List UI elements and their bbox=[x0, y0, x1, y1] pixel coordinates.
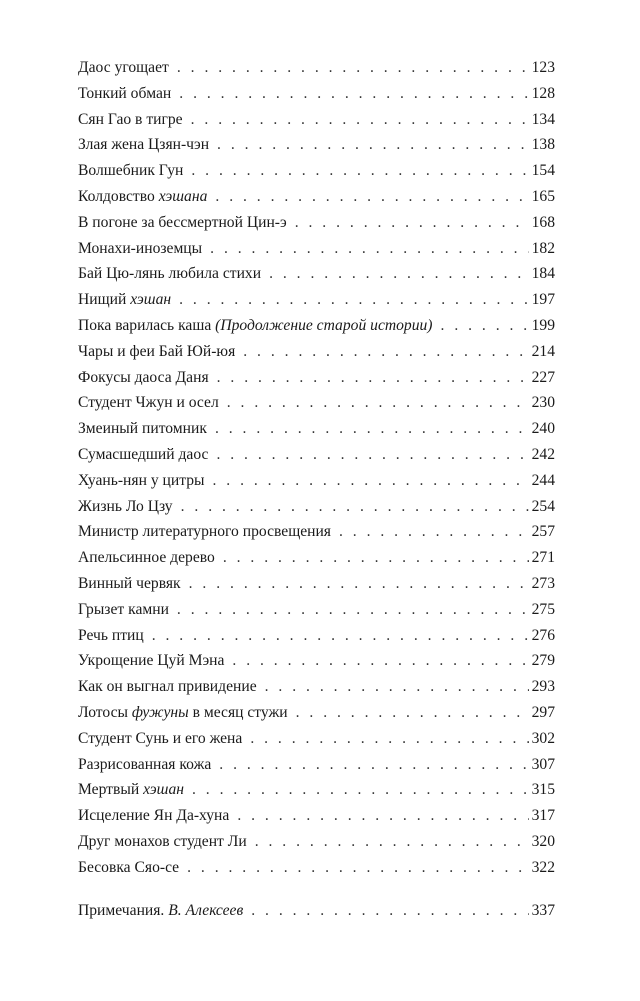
entry-title-italic-part: (Продолжение старой истории) bbox=[215, 316, 433, 334]
entry-title-part: Сян Гао в тигре bbox=[78, 110, 183, 128]
entry-title-part: Тонкий обман bbox=[78, 84, 172, 102]
entry-title-part: Исцеление Ян Да-хуна bbox=[78, 807, 230, 825]
entry-title-part: Жизнь Ло Цзу bbox=[78, 497, 173, 515]
entry-title bbox=[78, 365, 209, 391]
entry-title-part: Как он выгнал привидение bbox=[78, 678, 257, 696]
dot-leader bbox=[179, 81, 528, 107]
dot-leader bbox=[179, 287, 529, 313]
entry-title-part: Студент Чжун и осел bbox=[78, 394, 219, 412]
toc-entry bbox=[78, 468, 555, 494]
entry-title bbox=[78, 494, 173, 520]
dot-leader bbox=[217, 365, 529, 391]
entry-title-part: Колдовство bbox=[78, 187, 159, 205]
dot-leader bbox=[191, 158, 528, 184]
dot-leader bbox=[177, 55, 529, 81]
toc-entry bbox=[78, 829, 555, 855]
dot-leader bbox=[215, 416, 529, 442]
entry-title-part: Бай Цю-лянь любила стихи bbox=[78, 265, 262, 283]
toc-entry bbox=[78, 132, 555, 158]
page-number: 128 bbox=[531, 84, 555, 102]
page-number: 254 bbox=[531, 497, 555, 515]
dot-leader bbox=[251, 898, 528, 924]
page-number: 273 bbox=[531, 574, 555, 592]
dot-leader bbox=[152, 623, 529, 649]
entry-title-part: Студент Сунь и его жена bbox=[78, 729, 243, 747]
page-number: 134 bbox=[531, 110, 555, 128]
toc-entry bbox=[78, 339, 555, 365]
dot-leader bbox=[243, 339, 528, 365]
entry-title-part: Фокусы даоса Даня bbox=[78, 368, 209, 386]
toc-entry bbox=[78, 416, 555, 442]
entry-title bbox=[78, 648, 224, 674]
dot-leader bbox=[177, 597, 529, 623]
entry-title bbox=[78, 777, 184, 803]
page-number: 154 bbox=[531, 162, 555, 180]
entry-title bbox=[78, 545, 215, 571]
page-number: 293 bbox=[531, 678, 555, 696]
toc-entry bbox=[78, 803, 555, 829]
entry-title-part: Даос угощает bbox=[78, 59, 169, 76]
entry-title bbox=[78, 571, 181, 597]
entry-title bbox=[78, 287, 171, 313]
dot-leader bbox=[255, 829, 529, 855]
dot-leader bbox=[223, 545, 529, 571]
dot-leader bbox=[339, 519, 529, 545]
page-number: 271 bbox=[531, 549, 555, 567]
entry-title bbox=[78, 184, 207, 210]
toc-entry bbox=[78, 494, 555, 520]
entry-title-part: Волшебник Гун bbox=[78, 162, 184, 180]
page-number: 242 bbox=[531, 445, 555, 463]
entry-title-part: Хуань-нян у цитры bbox=[78, 471, 205, 489]
page-number: 182 bbox=[531, 239, 555, 257]
toc-entry bbox=[78, 158, 555, 184]
toc-entry bbox=[78, 700, 555, 726]
entry-title-italic-part: хэшана bbox=[158, 187, 208, 205]
page-number: 297 bbox=[531, 703, 555, 721]
page-number: 227 bbox=[531, 368, 555, 386]
toc-entry bbox=[78, 855, 555, 881]
dot-leader bbox=[187, 855, 529, 881]
toc-entry bbox=[78, 545, 555, 571]
toc-entry-notes bbox=[78, 898, 555, 924]
entry-title-part: Винный червяк bbox=[78, 574, 181, 592]
toc-entry bbox=[78, 210, 555, 236]
dot-leader bbox=[216, 442, 528, 468]
entry-title bbox=[78, 442, 208, 468]
entry-title bbox=[78, 158, 183, 184]
page-number: 244 bbox=[531, 471, 555, 489]
page-number: 168 bbox=[531, 213, 555, 231]
page-number: 257 bbox=[531, 523, 555, 541]
entry-title-part: Лотосы bbox=[78, 703, 132, 721]
entry-title-italic-part: хэшан bbox=[143, 781, 184, 799]
toc-entry bbox=[78, 81, 555, 107]
entry-title bbox=[78, 623, 144, 649]
entry-title-part: Змеиный питомник bbox=[78, 420, 207, 438]
entry-title-part: Чары и феи Бай Юй-юя bbox=[78, 342, 236, 360]
entry-title bbox=[78, 803, 229, 829]
page-number: 184 bbox=[531, 265, 555, 283]
dot-leader bbox=[217, 132, 529, 158]
page-number: 320 bbox=[531, 832, 555, 850]
entry-title bbox=[78, 700, 288, 726]
toc-entry bbox=[78, 107, 555, 133]
toc-entry bbox=[78, 313, 555, 339]
toc-entry bbox=[78, 726, 555, 752]
entry-title-part: Друг монахов студент Ли bbox=[78, 832, 247, 850]
dot-leader bbox=[295, 210, 529, 236]
entry-title bbox=[78, 674, 257, 700]
dot-leader bbox=[296, 700, 529, 726]
toc-entry bbox=[78, 623, 555, 649]
dot-leader bbox=[215, 184, 528, 210]
entry-title bbox=[78, 210, 287, 236]
entry-title bbox=[78, 468, 204, 494]
entry-title bbox=[78, 726, 242, 752]
dot-leader bbox=[181, 494, 529, 520]
dot-leader bbox=[219, 752, 528, 778]
entry-title-part: Сумасшедший даос bbox=[78, 445, 209, 463]
entry-title bbox=[78, 132, 209, 158]
dot-leader bbox=[212, 468, 528, 494]
entry-title bbox=[78, 416, 207, 442]
page-number: 123 bbox=[531, 59, 555, 76]
toc-entry bbox=[78, 390, 555, 416]
dot-leader bbox=[192, 777, 529, 803]
entry-title-part: Мертвый bbox=[78, 781, 144, 799]
page-number: 275 bbox=[531, 600, 555, 618]
entry-title bbox=[78, 81, 171, 107]
entry-title-part: Укрощение Цуй Мэна bbox=[78, 652, 225, 670]
page-number: 315 bbox=[531, 781, 555, 799]
dot-leader bbox=[232, 648, 528, 674]
toc-entry bbox=[78, 571, 555, 597]
toc-entry bbox=[78, 648, 555, 674]
entry-title-part: Монахи-иноземцы bbox=[78, 239, 203, 257]
entry-title-italic-part: хэшан bbox=[130, 291, 172, 309]
toc-entry bbox=[78, 442, 555, 468]
entry-title bbox=[78, 313, 433, 339]
page-number: 230 bbox=[531, 394, 555, 412]
toc-entry bbox=[78, 674, 555, 700]
entry-title-part: В погоне за бессмертной Цин-э bbox=[78, 213, 287, 231]
entry-title-part: Пока варилась каша bbox=[78, 316, 216, 334]
toc-entry bbox=[78, 184, 555, 210]
page-number: 279 bbox=[531, 652, 555, 670]
entry-title bbox=[78, 898, 243, 924]
dot-leader bbox=[210, 236, 528, 262]
dot-leader bbox=[269, 261, 529, 287]
entry-title bbox=[78, 236, 202, 262]
entry-title-part: Нищий bbox=[78, 291, 131, 309]
toc-entry bbox=[78, 597, 555, 623]
toc-entry bbox=[78, 287, 555, 313]
entry-title-part: Примечания. bbox=[78, 901, 169, 919]
entry-title bbox=[78, 519, 331, 545]
toc-entry bbox=[78, 236, 555, 262]
page-number: 302 bbox=[531, 729, 555, 747]
toc-entry bbox=[78, 752, 555, 778]
entry-title-italic-part: В. Алексеев bbox=[168, 901, 244, 919]
dot-leader bbox=[265, 674, 529, 700]
entry-title-italic-part: фужуны bbox=[131, 703, 189, 721]
page-number: 214 bbox=[531, 342, 555, 360]
toc-entry bbox=[78, 777, 555, 803]
toc-entry bbox=[78, 261, 555, 287]
page-number: 138 bbox=[531, 136, 555, 154]
entry-title bbox=[78, 597, 169, 623]
dot-leader bbox=[189, 571, 529, 597]
dot-leader bbox=[191, 107, 529, 133]
entry-title bbox=[78, 261, 261, 287]
entry-title-part: Апельсинное дерево bbox=[78, 549, 215, 567]
table-of-contents bbox=[78, 55, 555, 923]
entry-title bbox=[78, 829, 247, 855]
page-number: 337 bbox=[531, 901, 555, 919]
toc-entry bbox=[78, 55, 555, 81]
page-number: 307 bbox=[531, 755, 555, 773]
entry-title-part: Грызет камни bbox=[78, 600, 169, 618]
toc-entry bbox=[78, 519, 555, 545]
entry-title-part: в месяц стужи bbox=[188, 703, 288, 721]
toc-entry bbox=[78, 365, 555, 391]
page-number: 165 bbox=[531, 187, 555, 205]
entry-title bbox=[78, 855, 179, 881]
entry-title bbox=[78, 55, 169, 81]
entry-title-part: Бесовка Сяо-се bbox=[78, 858, 180, 876]
dot-leader bbox=[227, 390, 529, 416]
entry-title-part: Разрисованная кожа bbox=[78, 755, 212, 773]
dot-leader bbox=[441, 313, 529, 339]
page-number: 322 bbox=[531, 858, 555, 876]
entry-title bbox=[78, 339, 235, 365]
entry-title bbox=[78, 752, 211, 778]
entry-title-part: Министр литературного просвещения bbox=[78, 523, 331, 541]
entry-title bbox=[78, 390, 219, 416]
page-number: 276 bbox=[531, 626, 555, 644]
dot-leader bbox=[237, 803, 528, 829]
page-number: 240 bbox=[531, 420, 555, 438]
page-number: 199 bbox=[531, 316, 555, 334]
page-number: 197 bbox=[531, 291, 555, 309]
entry-title-part: Злая жена Цзян-чэн bbox=[78, 136, 210, 154]
entry-title bbox=[78, 107, 183, 133]
page-number: 317 bbox=[531, 807, 555, 825]
entry-title-part: Речь птиц bbox=[78, 626, 144, 644]
dot-leader bbox=[250, 726, 528, 752]
